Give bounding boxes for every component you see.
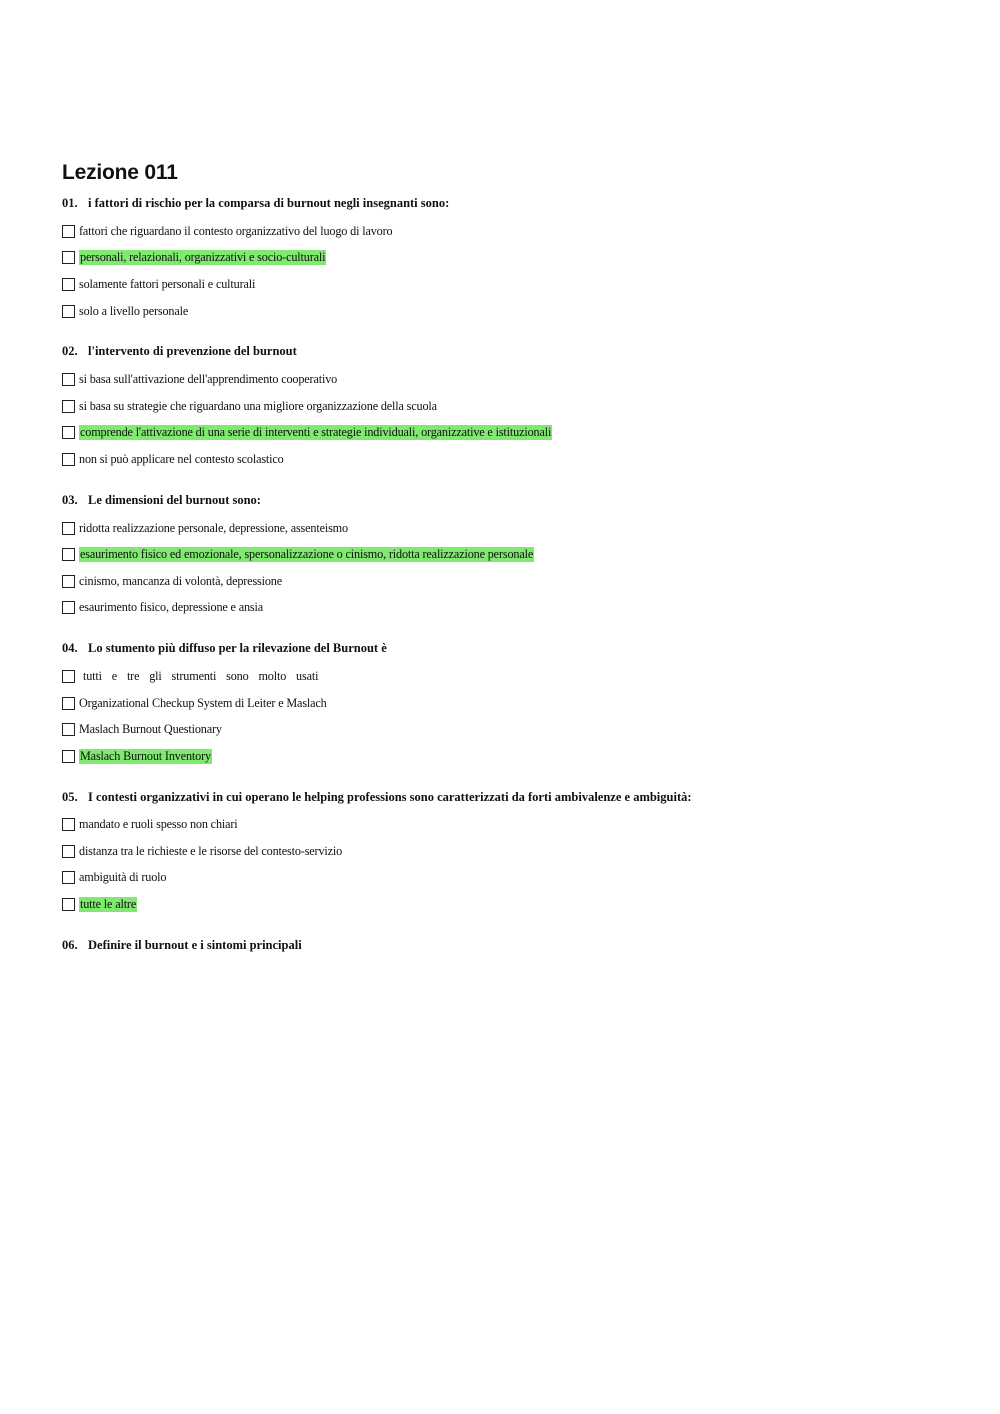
question-text: Le dimensioni del burnout sono: — [88, 492, 261, 507]
answer-text: si basa sull'attivazione dell'apprendimento cooperativo — [79, 372, 338, 387]
question-number: 06. — [62, 937, 78, 952]
checkbox-icon[interactable] — [62, 697, 75, 710]
answer-option-correct[interactable] — [62, 541, 962, 568]
question-number: 04. — [62, 641, 78, 656]
checkbox-icon[interactable] — [62, 670, 75, 683]
answer-text: fattori che riguardano il contesto organizzativo del luogo di lavoro — [79, 223, 393, 238]
checkbox-icon[interactable] — [62, 400, 75, 413]
answer-text: si basa su strategie che riguardano una migliore organizzazione della scuola — [79, 398, 437, 413]
document-page — [62, 160, 962, 972]
checkbox-icon[interactable] — [62, 305, 75, 318]
checkbox-icon[interactable] — [62, 601, 75, 614]
checkbox-icon[interactable] — [62, 818, 75, 831]
answer-text: non si può applicare nel contesto scolastico — [79, 451, 284, 466]
checkbox-icon[interactable] — [62, 548, 75, 561]
answer-option[interactable] — [62, 663, 962, 690]
answer-text: cinismo, mancanza di volontà, depressione — [79, 573, 283, 588]
answer-text: solamente fattori personali e culturali — [79, 276, 256, 291]
answer-option[interactable] — [62, 271, 962, 298]
answer-option-correct[interactable] — [62, 420, 962, 447]
answer-option[interactable] — [62, 865, 962, 892]
answer-option[interactable] — [62, 568, 962, 595]
answer-text: esaurimento fisico, depressione e ansia — [79, 600, 264, 615]
question-heading — [62, 640, 962, 656]
question-number: 05. — [62, 789, 78, 804]
answer-option[interactable] — [62, 595, 962, 622]
answer-text: Organizational Checkup System di Leiter e Maslach — [79, 695, 327, 710]
lesson-title: Lezione 011 — [62, 161, 178, 184]
question-06 — [62, 937, 962, 953]
answer-option[interactable] — [62, 812, 962, 839]
checkbox-icon[interactable] — [62, 898, 75, 911]
answer-option[interactable] — [62, 298, 962, 325]
question-number: 02. — [62, 344, 78, 359]
answer-text: solo a livello personale — [79, 303, 189, 318]
answer-option[interactable] — [62, 515, 962, 542]
question-04 — [62, 640, 962, 769]
question-text: Definire il burnout e i sintomi principali — [88, 937, 302, 952]
answer-option[interactable] — [62, 446, 962, 473]
answer-text: distanza tra le richieste e le risorse del contesto-servizio — [79, 843, 343, 858]
answer-text: personali, relazionali, organizzativi e socio-culturali — [80, 250, 326, 265]
question-text: I contesti organizzativi in cui operano le helping professions sono caratterizzati da forti ambivalenze e ambiguità: — [88, 789, 692, 804]
answer-option[interactable] — [62, 393, 962, 420]
checkbox-icon[interactable] — [62, 522, 75, 535]
answer-option[interactable] — [62, 218, 962, 245]
question-heading — [62, 195, 962, 211]
question-02 — [62, 343, 962, 472]
checkbox-icon[interactable] — [62, 723, 75, 736]
answer-text: tutti e tre gli strumenti sono molto usati — [83, 668, 319, 683]
answer-option-correct[interactable] — [62, 891, 962, 918]
question-heading — [62, 492, 962, 508]
answer-text: Maslach Burnout Questionary — [79, 722, 222, 737]
answer-text: Maslach Burnout Inventory — [80, 748, 211, 763]
question-heading — [62, 789, 962, 805]
answer-text: tutte le altre — [80, 897, 137, 912]
answer-option-correct[interactable] — [62, 743, 962, 770]
checkbox-icon[interactable] — [62, 373, 75, 386]
checkbox-icon[interactable] — [62, 750, 75, 763]
answer-option[interactable] — [62, 366, 962, 393]
checkbox-icon[interactable] — [62, 278, 75, 291]
question-number: 01. — [62, 196, 78, 210]
question-heading — [62, 937, 962, 953]
question-number: 03. — [62, 492, 78, 507]
answer-text: mandato e ruoli spesso non chiari — [79, 817, 238, 832]
question-heading — [62, 343, 962, 359]
answer-text: esaurimento fisico ed emozionale, spersonalizzazione o cinismo, ridotta realizzazione personale — [80, 547, 534, 562]
answer-option[interactable] — [62, 716, 962, 743]
answer-text: ridotta realizzazione personale, depressione, assenteismo — [79, 520, 348, 535]
question-05 — [62, 789, 962, 918]
checkbox-icon[interactable] — [62, 225, 75, 238]
checkbox-icon[interactable] — [62, 251, 75, 264]
checkbox-icon[interactable] — [62, 426, 75, 439]
question-text: l'intervento di prevenzione del burnout — [88, 344, 297, 359]
answer-option[interactable] — [62, 690, 962, 717]
checkbox-icon[interactable] — [62, 845, 75, 858]
question-03 — [62, 492, 962, 621]
answer-option[interactable] — [62, 838, 962, 865]
question-text: Lo stumento più diffuso per la rilevazione del Burnout è — [88, 641, 387, 656]
answer-text: comprende l'attivazione di una serie di interventi e strategie individuali, organizzative e istituzionali — [80, 425, 552, 440]
checkbox-icon[interactable] — [62, 575, 75, 588]
answer-option-correct[interactable] — [62, 245, 962, 272]
checkbox-icon[interactable] — [62, 453, 75, 466]
answer-text: ambiguità di ruolo — [79, 870, 167, 885]
checkbox-icon[interactable] — [62, 871, 75, 884]
question-01 — [62, 195, 962, 324]
question-text: i fattori di rischio per la comparsa di burnout negli insegnanti sono: — [88, 196, 450, 210]
